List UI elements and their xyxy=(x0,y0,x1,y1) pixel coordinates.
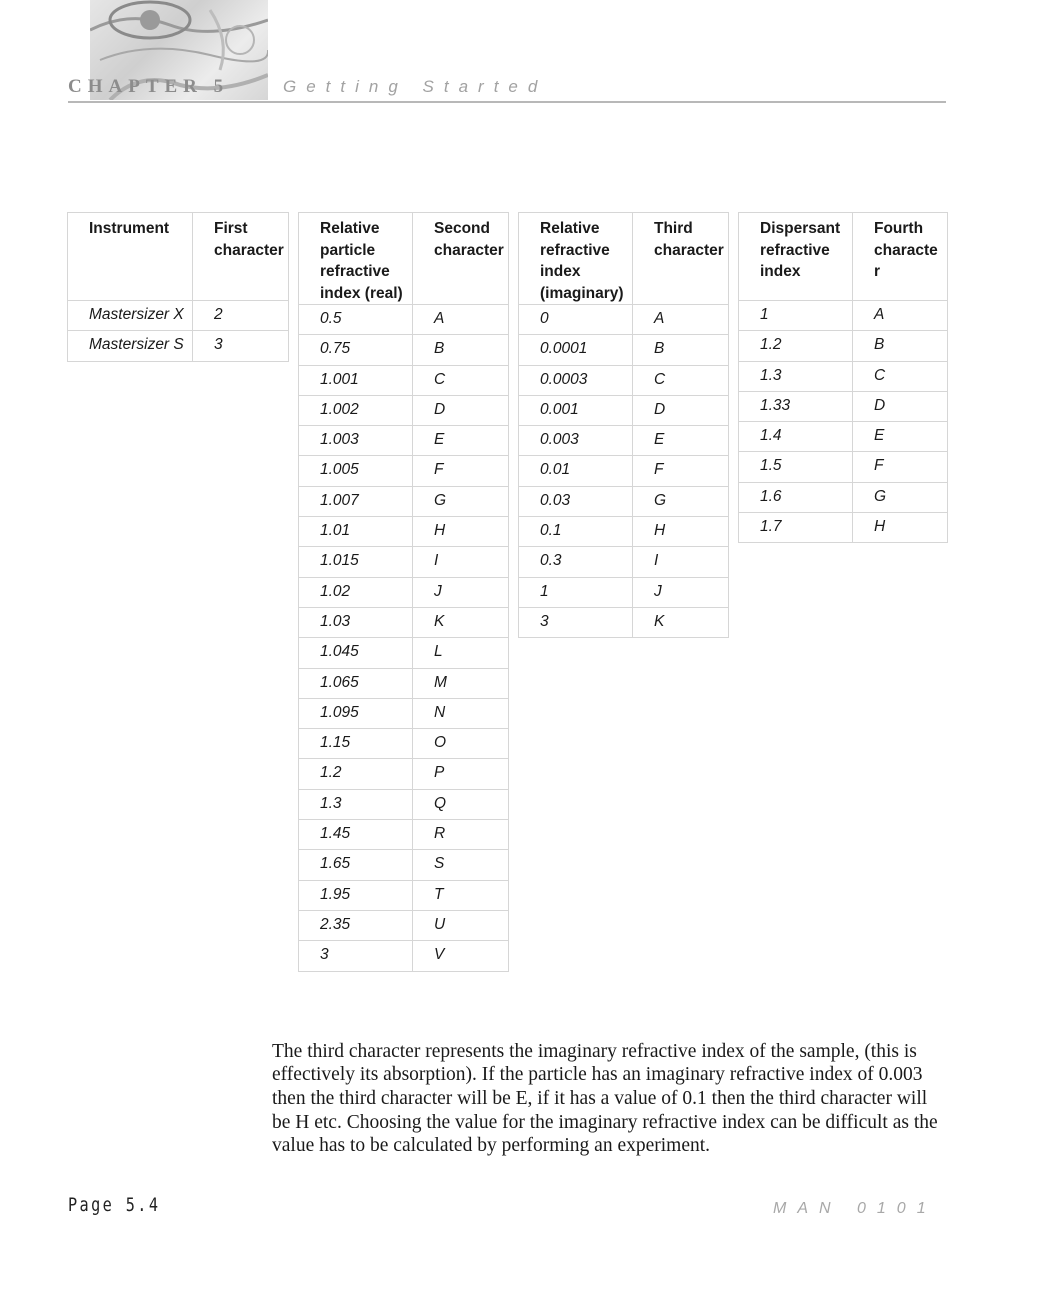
table-cell: A xyxy=(413,305,509,335)
table-cell: 0 xyxy=(519,305,633,335)
table-cell: 3 xyxy=(519,607,633,637)
table-cell: C xyxy=(633,365,729,395)
table-cell: 0.3 xyxy=(519,547,633,577)
table-cell: 1.005 xyxy=(299,456,413,486)
table-row xyxy=(299,577,509,607)
table-cell: 1.6 xyxy=(739,482,853,512)
table-cell: F xyxy=(853,452,948,482)
table-row xyxy=(519,607,729,637)
table-cell: Mastersizer S xyxy=(68,331,193,361)
table-cell: O xyxy=(413,729,509,759)
table-cell: 1.015 xyxy=(299,547,413,577)
table-row xyxy=(299,486,509,516)
table-row xyxy=(299,941,509,971)
table-row xyxy=(299,789,509,819)
column-header: Third character xyxy=(633,213,729,305)
table-cell: E xyxy=(853,422,948,452)
table-cell: 0.5 xyxy=(299,305,413,335)
table-row xyxy=(739,513,948,543)
table-cell: 3 xyxy=(299,941,413,971)
table-cell: G xyxy=(413,486,509,516)
table-row xyxy=(299,820,509,850)
table-row xyxy=(299,335,509,365)
table-row xyxy=(519,517,729,547)
table-cell: E xyxy=(633,426,729,456)
table-cell: 1.2 xyxy=(299,759,413,789)
table-cell: 0.75 xyxy=(299,335,413,365)
table-row xyxy=(299,305,509,335)
table-cell: 1.45 xyxy=(299,820,413,850)
table-row xyxy=(519,305,729,335)
imaginary-refractive-index-table xyxy=(518,212,729,638)
table-row xyxy=(739,391,948,421)
table-cell: G xyxy=(853,482,948,512)
table-cell: N xyxy=(413,698,509,728)
table-body xyxy=(68,301,289,362)
table-row xyxy=(299,880,509,910)
table-cell: 1.03 xyxy=(299,607,413,637)
table-cell: B xyxy=(853,331,948,361)
table-cell: 1.65 xyxy=(299,850,413,880)
table-row xyxy=(519,395,729,425)
table-cell: 1.5 xyxy=(739,452,853,482)
column-header: First character xyxy=(193,213,289,301)
table-cell: 1.33 xyxy=(739,391,853,421)
table-row xyxy=(299,910,509,940)
table-cell: V xyxy=(413,941,509,971)
table-cell: B xyxy=(633,335,729,365)
table-cell: D xyxy=(413,395,509,425)
table-cell: J xyxy=(413,577,509,607)
table-cell: T xyxy=(413,880,509,910)
table-cell: R xyxy=(413,820,509,850)
column-header: Instrument xyxy=(68,213,193,301)
table-row xyxy=(299,638,509,668)
table-cell: 0.1 xyxy=(519,517,633,547)
table-cell: 0.03 xyxy=(519,486,633,516)
table-row xyxy=(68,331,289,361)
table-cell: 0.0003 xyxy=(519,365,633,395)
table-row xyxy=(299,365,509,395)
table-cell: D xyxy=(853,391,948,421)
table-row xyxy=(739,331,948,361)
table-row xyxy=(68,301,289,331)
column-header: Relative refractive index (imaginary) xyxy=(519,213,633,305)
table-row xyxy=(299,607,509,637)
table-row xyxy=(739,422,948,452)
table-cell: Mastersizer X xyxy=(68,301,193,331)
chapter-label: CHAPTER 5 xyxy=(68,76,230,97)
table-row xyxy=(519,456,729,486)
table-cell: E xyxy=(413,426,509,456)
table-row xyxy=(299,850,509,880)
table-cell: P xyxy=(413,759,509,789)
table-cell: 1.095 xyxy=(299,698,413,728)
table-cell: 2 xyxy=(193,301,289,331)
table-row xyxy=(299,668,509,698)
table-cell: M xyxy=(413,668,509,698)
table-row xyxy=(519,486,729,516)
table-cell: A xyxy=(853,301,948,331)
table-cell: H xyxy=(633,517,729,547)
table-row xyxy=(299,698,509,728)
table-cell: 1.007 xyxy=(299,486,413,516)
table-cell: 1.01 xyxy=(299,517,413,547)
table-row xyxy=(299,426,509,456)
column-header: Fourth characte r xyxy=(853,213,948,301)
table-row xyxy=(739,301,948,331)
table-row xyxy=(299,395,509,425)
page-number: Page 5.4 xyxy=(68,1194,161,1216)
table-cell: H xyxy=(413,517,509,547)
table-row xyxy=(739,452,948,482)
table-cell: I xyxy=(633,547,729,577)
table-cell: 1.15 xyxy=(299,729,413,759)
table-cell: 1.065 xyxy=(299,668,413,698)
table-cell: B xyxy=(413,335,509,365)
table-cell: 0.003 xyxy=(519,426,633,456)
table-cell: F xyxy=(413,456,509,486)
dispersant-refractive-index-table xyxy=(738,212,948,543)
table-cell: 1.4 xyxy=(739,422,853,452)
table-cell: H xyxy=(853,513,948,543)
table-cell: I xyxy=(413,547,509,577)
table-row xyxy=(519,335,729,365)
body-paragraph: The third character represents the imaginary refractive index of the sample, (this is effectively its absorption). If the particle has an imaginary refractive index of 0.003 then the third character will be E, if it has a value of 0.1 then the third character will be H etc. Choosing the value for the imaginary refractive index can be difficult as the value has to be calculated by performing an experiment. xyxy=(272,1040,938,1157)
table-body xyxy=(739,301,948,543)
table-cell: S xyxy=(413,850,509,880)
table-cell: J xyxy=(633,577,729,607)
table-cell: A xyxy=(633,305,729,335)
table-cell: 1.3 xyxy=(299,789,413,819)
table-cell: U xyxy=(413,910,509,940)
table-row xyxy=(299,517,509,547)
table-row xyxy=(299,729,509,759)
table-cell: K xyxy=(413,607,509,637)
table-cell: 1.045 xyxy=(299,638,413,668)
table-cell: 1.7 xyxy=(739,513,853,543)
table-cell: 0.01 xyxy=(519,456,633,486)
table-cell: G xyxy=(633,486,729,516)
table-row xyxy=(299,547,509,577)
document-code: MAN 0101 xyxy=(773,1200,937,1217)
header-rule xyxy=(68,101,946,103)
table-body xyxy=(299,305,509,972)
column-header: Second character xyxy=(413,213,509,305)
table-cell: L xyxy=(413,638,509,668)
instrument-table xyxy=(67,212,289,362)
table-row xyxy=(739,361,948,391)
column-header: Dispersant refractive index xyxy=(739,213,853,301)
table-row xyxy=(519,547,729,577)
table-cell: 1.2 xyxy=(739,331,853,361)
table-cell: 1.02 xyxy=(299,577,413,607)
section-title: Getting Started xyxy=(283,77,548,96)
table-cell: 1 xyxy=(739,301,853,331)
table-cell: C xyxy=(413,365,509,395)
table-row xyxy=(519,365,729,395)
table-cell: C xyxy=(853,361,948,391)
table-cell: 3 xyxy=(193,331,289,361)
table-cell: 0.001 xyxy=(519,395,633,425)
table-cell: F xyxy=(633,456,729,486)
table-cell: 0.0001 xyxy=(519,335,633,365)
table-cell: 2.35 xyxy=(299,910,413,940)
table-cell: Q xyxy=(413,789,509,819)
table-cell: 1.95 xyxy=(299,880,413,910)
table-row xyxy=(299,456,509,486)
table-body xyxy=(519,305,729,638)
table-row xyxy=(739,482,948,512)
table-cell: K xyxy=(633,607,729,637)
table-cell: 1.002 xyxy=(299,395,413,425)
table-row xyxy=(519,577,729,607)
table-row xyxy=(519,426,729,456)
table-row xyxy=(299,759,509,789)
real-refractive-index-table xyxy=(298,212,509,972)
column-header: Relative particle refractive index (real) xyxy=(299,213,413,305)
table-cell: 1.003 xyxy=(299,426,413,456)
table-cell: 1.3 xyxy=(739,361,853,391)
table-cell: D xyxy=(633,395,729,425)
table-cell: 1 xyxy=(519,577,633,607)
table-cell: 1.001 xyxy=(299,365,413,395)
